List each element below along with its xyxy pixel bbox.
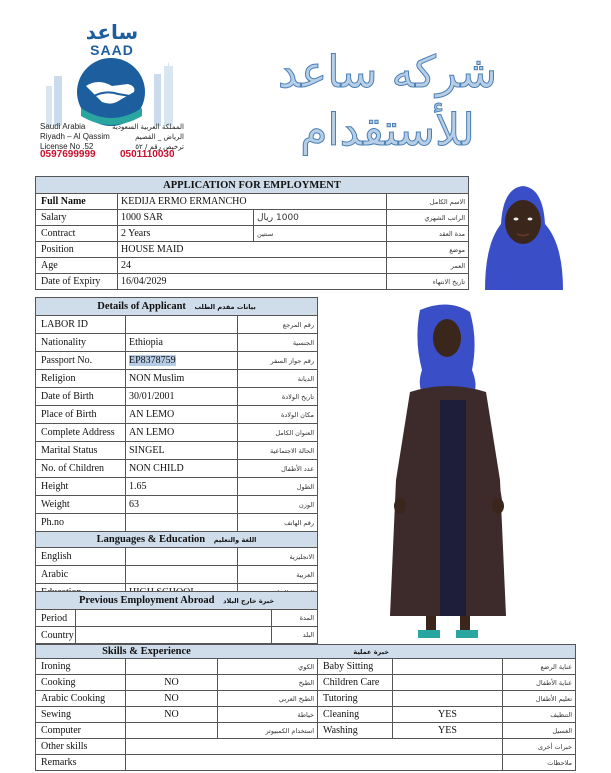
expiry-value: 16/04/2029 — [118, 274, 387, 290]
details-title-text: Details of Applicant — [97, 301, 186, 312]
table-row — [36, 424, 318, 442]
phone-label-ar: رقم الهاتف — [238, 514, 318, 532]
skills-title — [36, 645, 576, 659]
application-title-row — [36, 177, 469, 194]
logo-english-text: SAAD — [90, 42, 134, 58]
table-row — [36, 627, 318, 644]
table-row — [36, 496, 318, 514]
table-row — [36, 610, 318, 627]
table-row — [36, 316, 318, 334]
passport-value — [126, 352, 238, 370]
table-row — [36, 194, 469, 210]
previous-title-ar: خبرة خارج البلاد — [223, 597, 275, 605]
logo-english-address: Saudi Arabia Riyadh – Al Qassim License No .52 — [40, 122, 110, 151]
expiry-label-ar: تاريخ الانتهاء — [387, 274, 469, 290]
age-label: Age — [36, 258, 118, 274]
arabic-label-ar: العربية — [238, 566, 318, 584]
table-row — [36, 226, 469, 242]
labor-id-label-ar: رقم المرجع — [238, 316, 318, 334]
skills-table — [35, 644, 576, 771]
height-value: 1.65 — [126, 478, 238, 496]
country-value — [76, 627, 272, 644]
other-skills-value — [126, 739, 503, 755]
weight-label: Weight — [36, 496, 126, 514]
table-row — [36, 406, 318, 424]
pob-value: AN LEMO — [126, 406, 238, 424]
sewing-value: NO — [126, 707, 218, 723]
passport-value-text: EP8378759 — [129, 355, 176, 366]
age-label-ar: العمر — [387, 258, 469, 274]
ironing-label: Ironing — [36, 659, 126, 675]
skills-title-text: Skills & Experience — [102, 646, 191, 657]
table-row — [36, 242, 469, 258]
languages-title-ar: اللغة والتعليم — [213, 536, 257, 544]
phone-number-1: 0597699999 — [40, 149, 96, 160]
languages-title-row — [36, 532, 318, 548]
position-label: Position — [36, 242, 118, 258]
table-row — [36, 548, 318, 566]
portrait-photo-image — [471, 174, 573, 290]
arabic-value — [126, 566, 238, 584]
table-row — [36, 707, 576, 723]
table-row — [36, 210, 469, 226]
full-name-label: Full Name — [36, 194, 118, 210]
table-row — [36, 442, 318, 460]
table-row — [36, 388, 318, 406]
passport-label: Passport No. — [36, 352, 126, 370]
table-row — [36, 274, 469, 290]
logo-arabic-text: ساعد — [85, 20, 139, 44]
salary-value: 1000 SAR — [118, 210, 254, 226]
table-row — [36, 478, 318, 496]
cooking-label-ar: الطبخ — [218, 675, 318, 691]
previous-title — [36, 592, 318, 610]
skills-title-ar: خبرة عملية — [353, 648, 389, 656]
details-title — [36, 298, 318, 316]
cleaning-label-ar: التنظيف — [503, 707, 576, 723]
sewing-label-ar: خياطة — [218, 707, 318, 723]
children-care-value — [393, 675, 503, 691]
nationality-label-ar: الجنسية — [238, 334, 318, 352]
table-row — [36, 460, 318, 478]
computer-label: Computer — [36, 723, 126, 739]
remarks-value — [126, 755, 503, 771]
full-length-photo — [360, 300, 538, 644]
portrait-photo — [471, 174, 573, 290]
height-label: Height — [36, 478, 126, 496]
cooking-value: NO — [126, 675, 218, 691]
salary-label-ar: الراتب الشهري — [387, 210, 469, 226]
tutoring-label: Tutoring — [318, 691, 393, 707]
remarks-label: Remarks — [36, 755, 126, 771]
address-label-ar: العنوان الكامل — [238, 424, 318, 442]
arabic-cooking-label: Arabic Cooking — [36, 691, 126, 707]
baby-sitting-label-ar: عناية الرضع — [503, 659, 576, 675]
ironing-value — [126, 659, 218, 675]
baby-sitting-value — [393, 659, 503, 675]
table-row — [36, 755, 576, 771]
position-value: HOUSE MAID — [118, 242, 387, 258]
contract-value-ar: سنتين — [254, 226, 387, 242]
arabic-cooking-label-ar: الطبخ العربي — [218, 691, 318, 707]
country-label-ar: البلد — [272, 627, 318, 644]
marital-label: Marital Status — [36, 442, 126, 460]
children-care-label-ar: عناية الأطفال — [503, 675, 576, 691]
washing-value: YES — [393, 723, 503, 739]
application-table — [35, 176, 469, 290]
arabic-label: Arabic — [36, 566, 126, 584]
table-row — [36, 566, 318, 584]
religion-label-ar: الديانة — [238, 370, 318, 388]
logo-arabic-address: المملكة العربية السعودية الرياض _ القصيم ترخيص رقم / ٥٢ — [112, 123, 184, 151]
address-label: Complete Address — [36, 424, 126, 442]
children-value: NON CHILD — [126, 460, 238, 478]
age-value: 24 — [118, 258, 387, 274]
tutoring-value — [393, 691, 503, 707]
phone-value — [126, 514, 238, 532]
other-skills-label: Other skills — [36, 739, 126, 755]
computer-value — [126, 723, 218, 739]
table-row — [36, 514, 318, 532]
previous-employment-table — [35, 591, 318, 644]
full-length-photo-image — [360, 300, 538, 644]
computer-label-ar: استخدام الكمبيوتر — [218, 723, 318, 739]
details-table — [35, 297, 318, 602]
table-row — [36, 258, 469, 274]
details-title-row — [36, 298, 318, 316]
labor-id-label: LABOR ID — [36, 316, 126, 334]
salary-label: Salary — [36, 210, 118, 226]
handshake-emblem-icon — [36, 56, 186, 128]
english-label-ar: الانجليزية — [238, 548, 318, 566]
salary-value-ar: 1000 ريال — [254, 210, 387, 226]
phone-label: Ph.no — [36, 514, 126, 532]
nationality-value: Ethiopia — [126, 334, 238, 352]
cleaning-label: Cleaning — [318, 707, 393, 723]
english-label: English — [36, 548, 126, 566]
company-title-arabic: شركه ساعد للأستقدام — [277, 47, 498, 156]
other-skills-label-ar: خبرات أخرى — [503, 739, 576, 755]
contract-label-ar: مدة العقد — [387, 226, 469, 242]
washing-label: Washing — [318, 723, 393, 739]
country-label: Country — [36, 627, 76, 644]
religion-value: NON Muslim — [126, 370, 238, 388]
address-value: AN LEMO — [126, 424, 238, 442]
period-value — [76, 610, 272, 627]
height-label-ar: الطول — [238, 478, 318, 496]
full-name-label-ar: الاسم الكامل — [387, 194, 469, 210]
remarks-label-ar: ملاحظات — [503, 755, 576, 771]
children-care-label: Children Care — [318, 675, 393, 691]
pob-label: Place of Birth — [36, 406, 126, 424]
labor-id-value — [126, 316, 238, 334]
english-value — [126, 548, 238, 566]
contract-label: Contract — [36, 226, 118, 242]
marital-label-ar: الحالة الاجتماعية — [238, 442, 318, 460]
children-label-ar: عدد الأطفال — [238, 460, 318, 478]
baby-sitting-label: Baby Sitting — [318, 659, 393, 675]
position-label-ar: موضع — [387, 242, 469, 258]
skills-title-row — [36, 645, 576, 659]
dob-label: Date of Birth — [36, 388, 126, 406]
table-row — [36, 352, 318, 370]
languages-title-text: Languages & Education — [96, 534, 206, 545]
details-title-ar: بيانات مقدم الطلب — [194, 303, 256, 311]
expiry-label: Date of Expiry — [36, 274, 118, 290]
contract-value: 2 Years — [118, 226, 254, 242]
sewing-label: Sewing — [36, 707, 126, 723]
weight-value: 63 — [126, 496, 238, 514]
marital-value: SINGEL — [126, 442, 238, 460]
dob-label-ar: تاريخ الولادة — [238, 388, 318, 406]
weight-label-ar: الوزن — [238, 496, 318, 514]
table-row — [36, 659, 576, 675]
table-row — [36, 723, 576, 739]
period-label: Period — [36, 610, 76, 627]
phone-number-2: 0501110030 — [120, 149, 175, 160]
previous-title-row — [36, 592, 318, 610]
washing-label-ar: الغسيل — [503, 723, 576, 739]
application-title: APPLICATION FOR EMPLOYMENT — [36, 177, 469, 194]
full-name-value: KEDIJA ERMO ERMANCHO — [118, 194, 387, 210]
tutoring-label-ar: تعليم الأطفال — [503, 691, 576, 707]
table-row — [36, 691, 576, 707]
religion-label: Religion — [36, 370, 126, 388]
nationality-label: Nationality — [36, 334, 126, 352]
previous-title-text: Previous Employment Abroad — [78, 595, 215, 606]
ironing-label-ar: الكوي — [218, 659, 318, 675]
pob-label-ar: مكان الولادة — [238, 406, 318, 424]
dob-value: 30/01/2001 — [126, 388, 238, 406]
table-row — [36, 370, 318, 388]
children-label: No. of Children — [36, 460, 126, 478]
cleaning-value: YES — [393, 707, 503, 723]
period-label-ar: المدة — [272, 610, 318, 627]
languages-title — [36, 532, 318, 548]
cooking-label: Cooking — [36, 675, 126, 691]
table-row — [36, 334, 318, 352]
passport-label-ar: رقم جواز السفر — [238, 352, 318, 370]
arabic-cooking-value: NO — [126, 691, 218, 707]
table-row — [36, 675, 576, 691]
table-row — [36, 739, 576, 755]
company-logo — [36, 20, 186, 165]
